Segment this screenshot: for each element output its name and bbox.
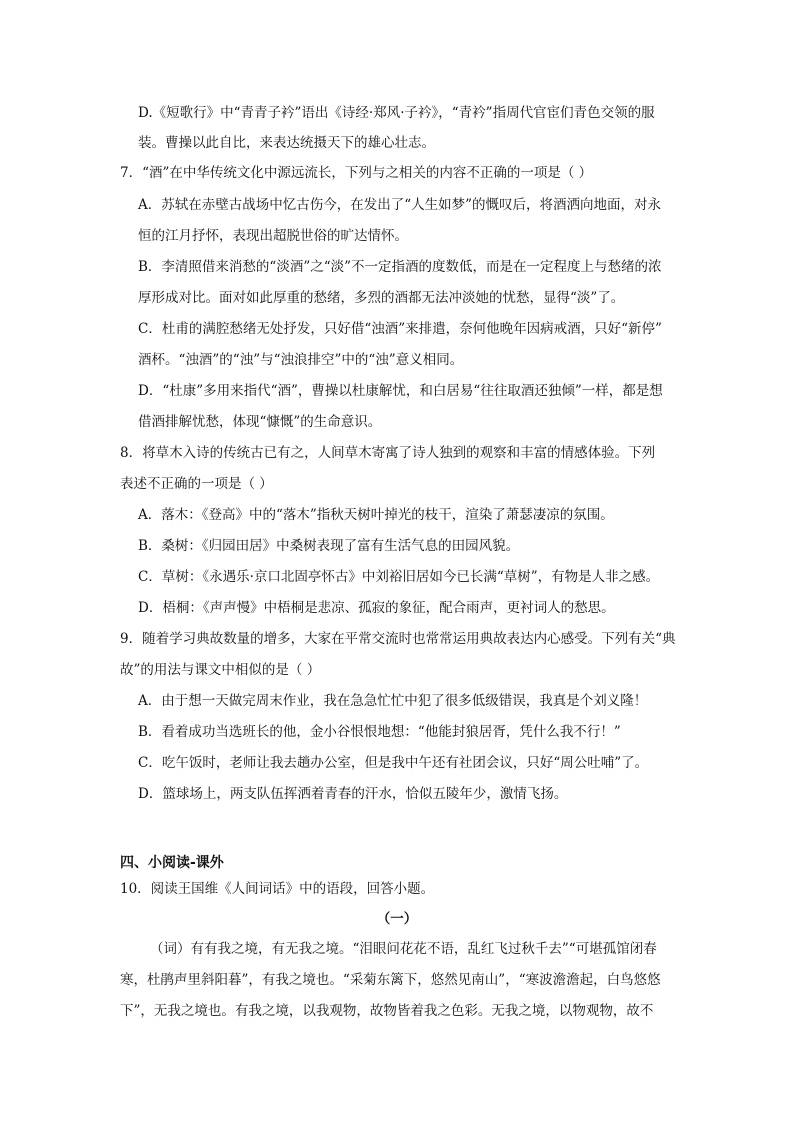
passage-subheading: （一） — [376, 911, 418, 927]
q7-option-b-line-1: B．李清照借来消愁的“淡酒”之“淡”不一定指酒的度数低，而是在一定程度上与愁绪的浓 — [138, 259, 662, 275]
passage-line-3: 下”，无我之境也。有我之境，以我观物，故物皆着我之色彩。无我之境，以物观物，故不 — [120, 1003, 654, 1019]
q7-option-a-line-1: A．苏轼在赤壁古战场中忆古伤今，在发出了“人生如梦”的慨叹后，将酒洒向地面，对永 — [138, 197, 662, 213]
q7-option-b-line-2: 厚形成对比。面对如此厚重的愁绪，多烈的酒都无法冲淡她的忧愁，显得“淡”了。 — [138, 290, 625, 306]
q7-option-d-line-2: 借酒排解忧愁，体现“慷慨”的生命意识。 — [138, 414, 382, 430]
q7-option-d-line-1: D．“杜康”多用来指代“酒”，曹操以杜康解忧，和白居易“往往取酒还独倾”一样，都是想 — [138, 383, 663, 399]
passage-line-1: （词）有有我之境，有无我之境。“泪眼问花花不语，乱红飞过秋千去”“可堪孤馆闭春 — [150, 941, 657, 957]
question-10-stem: 10．阅读王国维《人间词话》中的语段，回答小题。 — [120, 881, 435, 897]
q7-option-c-line-1: C．杜甫的满腔愁绪无处抒发，只好借“浊酒”来排遣，奈何他晚年因病戒酒，只好“新停” — [138, 321, 662, 337]
q8-option-b: B．桑树：《归园田居》中桑树表现了富有生活气息的田园风貌。 — [138, 538, 520, 554]
passage-line-2: 寒，杜鹃声里斜阳暮”，有我之境也。“采菊东篱下，悠然见南山”，“寒波澹澹起，白鸟悠悠 — [120, 972, 661, 988]
q9-option-a: A．由于想一天做完周末作业，我在急急忙忙中犯了很多低级错误，我真是个刘义隆！ — [138, 693, 648, 709]
q6-option-d-line-2: 装。曹操以此自比，来表达统摄天下的雄心壮志。 — [138, 135, 435, 151]
q9-option-b: B．看着成功当选班长的他，金小谷恨恨地想：“他能封狼居胥，凭什么我不行！” — [138, 724, 621, 740]
question-8-stem-line-1: 8．将草木入诗的传统古已有之，人间草木寄寓了诗人独到的观察和丰富的情感体验。下列 — [120, 445, 656, 461]
q9-option-d: D．篮球场上，两支队伍挥洒着青春的汗水，恰似五陵年少，激情飞扬。 — [138, 786, 568, 802]
q9-option-c: C．吃午饭时，老师让我去趟办公室，但是我中午还有社团会议，只好“周公吐哺”了。 — [138, 755, 649, 771]
q8-option-c: C．草树：《永遇乐·京口北固亭怀古》中刘裕旧居如今已长满“草树”，有物是人非之感。 — [138, 569, 660, 585]
question-9-stem-line-2: 故”的用法与课文中相似的是（ ） — [120, 662, 321, 678]
q6-option-d-line-1: D.《短歌行》中“青青子衿”语出《诗经·郑风·子衿》，“青衿”指周代官宦们青色交领的服 — [138, 105, 655, 121]
section-heading: 四、小阅读-课外 — [120, 855, 224, 871]
question-7-stem: 7．“酒”在中华传统文化中源远流长，下列与之相关的内容不正确的一项是（ ） — [120, 165, 593, 181]
q8-option-a: A．落木：《登高》中的“落木”指秋天树叶掉光的枝干，渲染了萧瑟凄凉的氛围。 — [138, 507, 614, 523]
q8-option-d: D．梧桐：《声声慢》中梧桐是悲凉、孤寂的象征，配合雨声，更衬词人的愁思。 — [138, 600, 615, 616]
q7-option-c-line-2: 酒杯。“浊酒”的“浊”与“浊浪排空”中的“浊”意义相同。 — [138, 352, 464, 368]
question-9-stem-line-1: 9．随着学习典故数量的增多，大家在平常交流时也常常运用典故表达内心感受。下列有关“典 — [120, 631, 676, 647]
question-8-stem-line-2: 表述不正确的一项是（ ） — [120, 476, 273, 492]
q7-option-a-line-2: 恒的江月抒怀，表现出超脱世俗的旷达情怀。 — [138, 228, 408, 244]
